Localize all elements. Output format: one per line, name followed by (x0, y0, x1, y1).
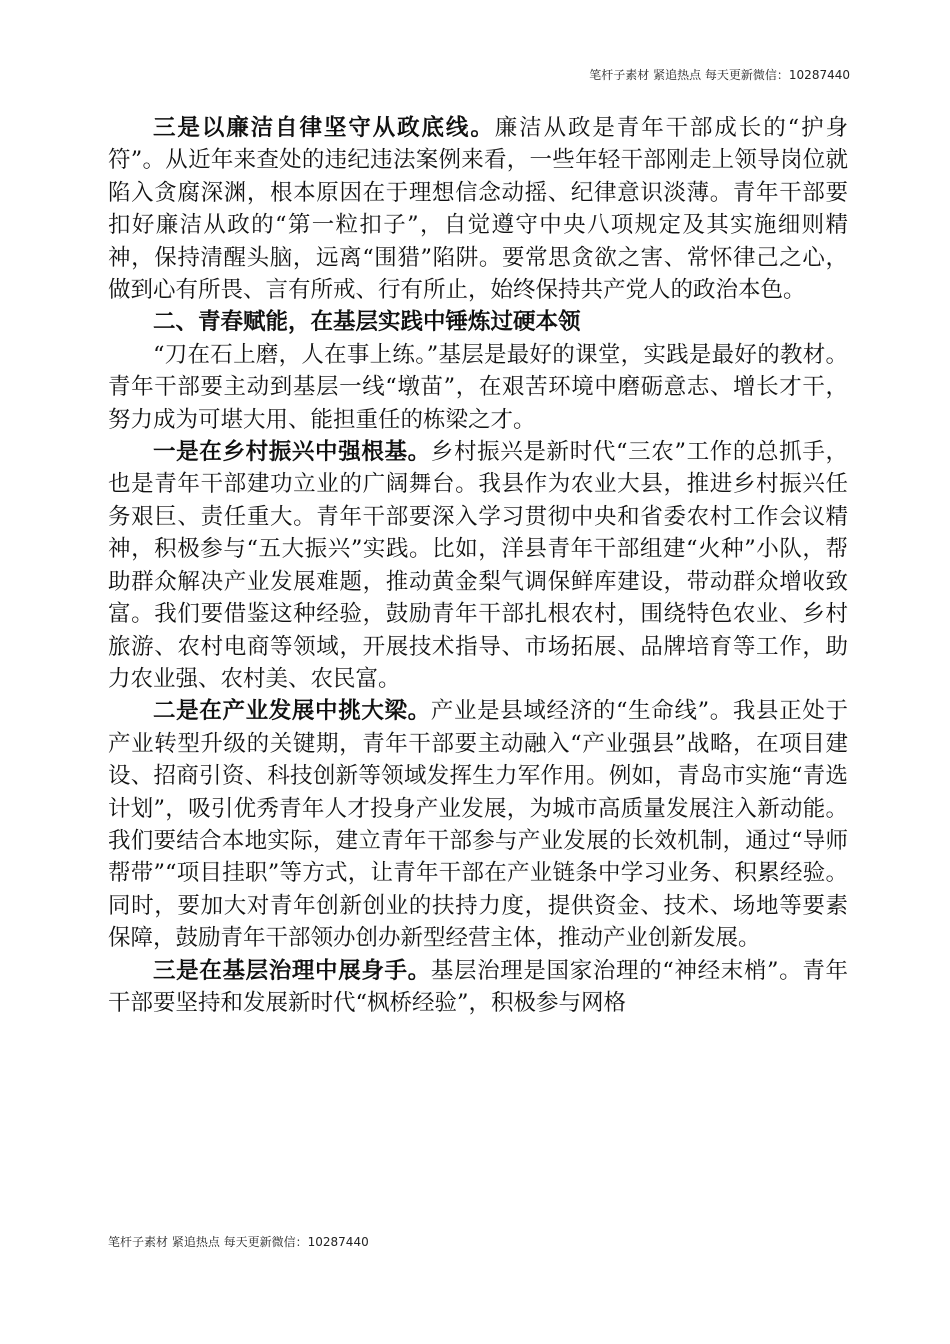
paragraph-text: 廉洁从政是青年干部成长的“护身符”。从近年来查处的违纪违法案例来看，一些年轻干部刚走上领导岗位就陷入贪腐深渊，根本原因在于理想信念动摇、纪律意识淡薄。青年干部要扣好廉洁从政的“第一粒扣子”，自觉遵守中央八项规定及其实施细则精神，保持清醒头脑，远离“围猎”陷阱。要常思贪欲之害、常怀律己之心，做到心有所畏、言有所戒、行有所止，始终保持共产党人的政治本色。 (108, 115, 848, 304)
paragraph-text: 乡村振兴是新时代“三农”工作的总抓手，也是青年干部建功立业的广阔舞台。我县作为农业大县，推进乡村振兴任务艰巨、责任重大。青年干部要深入学习贯彻中央和省委农村工作会议精神，积极参与“五大振兴”实践。比如，洋县青年干部组建“火种”小队，帮助群众解决产业发展难题，推动黄金梨气调保鲜库建设，带动群众增收致富。我们要借鉴这种经验，鼓励青年干部扎根农村，围绕特色农业、乡村旅游、农村电商等领域，开展技术指导、市场拓展、品牌培育等工作，助力农业强、农村美、农民富。 (108, 439, 848, 692)
page-footer: 笔杆子素材 紧追热点 每天更新微信：10287440 (108, 1235, 369, 1249)
paragraph-governance (108, 955, 848, 1020)
section-heading: 二、青春赋能，在基层实践中锤炼过硬本领 (153, 309, 581, 336)
paragraph-lead: 三是在基层治理中展身手。 (153, 957, 431, 984)
page-header: 笔杆子素材 紧追热点 每天更新微信：10287440 (589, 68, 850, 82)
document-body (108, 112, 848, 1019)
paragraph-text: 基层治理是国家治理的“神经末梢”。青年干部要坚持和发展新时代“枫桥经验”，积极参与网格 (108, 957, 848, 1016)
paragraph-text: 产业是县域经济的“生命线”。我县正处于产业转型升级的关键期，青年干部要主动融入“产业强县”战略，在项目建设、招商引资、科技创新等领域发挥生力军作用。例如，青岛市实施“青选计划”，吸引优秀青年人才投身产业发展，为城市高质量发展注入新动能。我们要结合本地实际，建立青年干部参与产业发展的长效机制，通过“导师帮带”“项目挂职”等方式，让青年干部在产业链条中学习业务、积累经验。同时，要加大对青年创新创业的扶持力度，提供资金、技术、场地等要素保障，鼓励青年干部领办创办新型经营主体，推动产业创新发展。 (108, 698, 848, 952)
paragraph-industry (108, 695, 848, 954)
paragraph-lead: 二是在产业发展中挑大梁。 (153, 698, 431, 725)
paragraph-rural (108, 436, 848, 695)
paragraph-intro: “刀在石上磨，人在事上练。”基层是最好的课堂，实践是最好的教材。青年干部要主动到基层一线“墩苗”，在艰苦环境中磨砺意志、增长才干，努力成为可堪大用、能担重任的栋梁之才。 (108, 341, 848, 433)
paragraph-lead: 一是在乡村振兴中强根基。 (153, 439, 431, 466)
paragraph-lead: 三是以廉洁自律坚守从政底线。 (153, 115, 495, 141)
paragraph-integrity (108, 112, 848, 306)
